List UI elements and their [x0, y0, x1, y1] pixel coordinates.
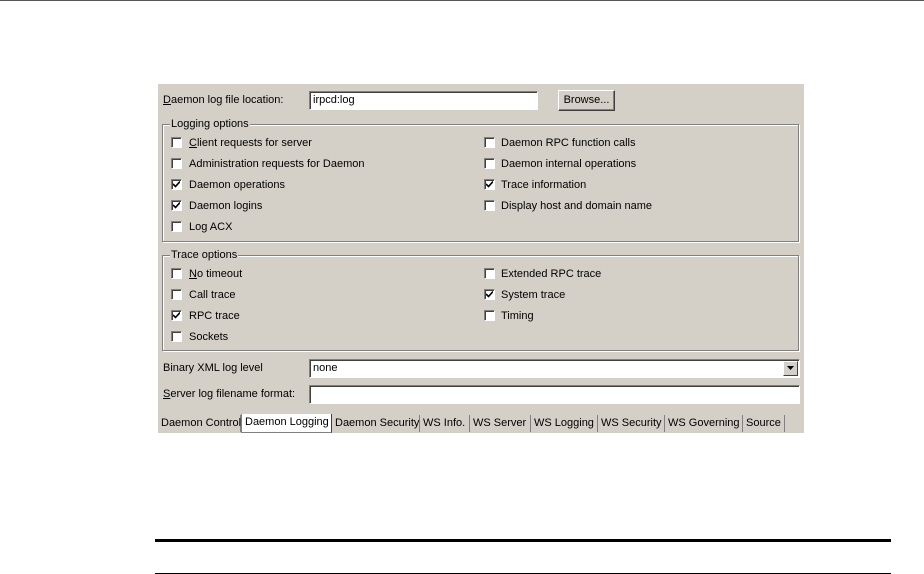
checkbox[interactable] [171, 331, 182, 342]
checkbox[interactable] [484, 137, 495, 148]
checkmark-icon [486, 291, 493, 298]
checkmark-icon [173, 181, 180, 188]
logging-option-label: Trace information [501, 179, 587, 191]
checkbox[interactable] [171, 179, 182, 190]
checkmark-icon [486, 181, 493, 188]
trace-option-label: Extended RPC trace [501, 268, 602, 280]
trace-option-label: RPC trace [189, 310, 240, 322]
server-log-format-input[interactable] [309, 385, 800, 404]
logging-option-label: lient requests for server [196, 137, 312, 149]
checkbox[interactable] [171, 137, 182, 148]
binary-xml-log-level-label: Binary XML log level [163, 362, 263, 374]
trace-option-label: Sockets [189, 331, 229, 343]
binary-xml-log-level-select[interactable]: none [309, 359, 800, 378]
checkmark-icon [173, 312, 180, 319]
tab-ws-server[interactable]: WS Server [470, 415, 531, 432]
tab-ws-logging[interactable]: WS Logging [531, 415, 598, 432]
checkbox[interactable] [171, 310, 182, 321]
trace-option-label: Call trace [189, 289, 236, 301]
daemon-logging-dialog: Daemon log file location: irpcd:log Browse... Logging options Client requests for server Administration requests for Daemon Daemon operations Daemon logins Log ACX Daemon RPC function calls Daemon internal operations Trace information Display host and domain name Trace options No timeout Call trace RPC trace Sockets Extended RPC trace System trace Timing Binary XML log level none Server log filename format: Daemon Control Daemon Logging Daemon Security WS Info. WS Server WS Logging WS Security WS Governing Source [158, 84, 804, 433]
logging-option-label: Daemon RPC function calls [501, 137, 636, 149]
dropdown-button[interactable] [783, 361, 798, 376]
logging-option-label: Log ACX [189, 221, 233, 233]
footer-rule-thick [155, 539, 891, 542]
logging-options-title: Logging options [171, 118, 249, 130]
logging-option-label: Display host and domain name [501, 200, 653, 212]
logging-option-label: Daemon internal operations [501, 158, 637, 170]
checkbox[interactable] [484, 158, 495, 169]
tab-ws-info[interactable]: WS Info. [420, 415, 470, 432]
logging-option-label: Daemon logins [189, 200, 263, 212]
checkbox[interactable] [171, 289, 182, 300]
tab-ws-security[interactable]: WS Security [598, 415, 665, 432]
daemon-log-location-input[interactable]: irpcd:log [309, 91, 538, 110]
checkbox[interactable] [484, 310, 495, 321]
tab-source[interactable]: Source [743, 415, 785, 432]
chevron-down-icon [787, 366, 794, 370]
checkbox[interactable] [484, 200, 495, 211]
logging-option-label: Daemon operations [189, 179, 286, 191]
trace-option-label: o timeout [196, 268, 243, 280]
trace-options-group [162, 255, 799, 351]
page-header-rule [0, 0, 924, 1]
checkbox[interactable] [171, 268, 182, 279]
tab-ws-governing[interactable]: WS Governing [665, 415, 743, 432]
checkmark-icon [173, 202, 180, 209]
server-log-format-label: Server log filename format: [163, 388, 296, 400]
logging-option-label: Administration requests for Daemon [189, 158, 365, 170]
browse-button[interactable]: Browse... [558, 90, 615, 111]
trace-option-label: Timing [501, 310, 534, 322]
checkbox[interactable] [484, 268, 495, 279]
checkbox[interactable] [171, 158, 182, 169]
trace-options-title: Trace options [171, 249, 238, 261]
tab-daemon-security[interactable]: Daemon Security [332, 415, 420, 432]
tab-strip [158, 414, 804, 433]
checkbox[interactable] [484, 289, 495, 300]
checkbox[interactable] [171, 221, 182, 232]
tab-daemon-logging[interactable]: Daemon Logging [241, 414, 332, 433]
checkbox[interactable] [171, 200, 182, 211]
trace-option-label: System trace [501, 289, 566, 301]
daemon-log-location-label: Daemon log file location: [163, 94, 284, 106]
tab-daemon-control[interactable]: Daemon Control [158, 415, 241, 432]
checkbox[interactable] [484, 179, 495, 190]
